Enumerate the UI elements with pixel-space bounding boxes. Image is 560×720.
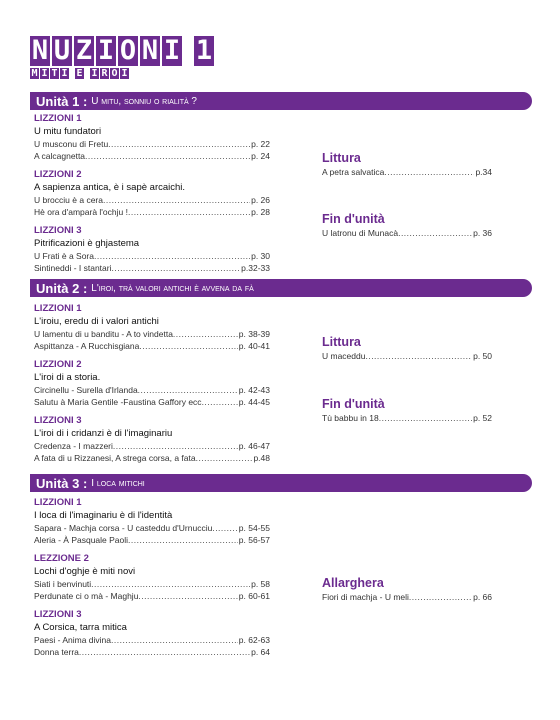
dot-leader <box>212 522 237 534</box>
unit-label: Unità 3 : <box>36 475 88 491</box>
dot-leader <box>138 384 238 396</box>
title-number: 1 <box>195 35 213 66</box>
dot-leader <box>398 227 472 239</box>
entry-text: Circinellu - Surella d'Irlanda <box>34 385 138 395</box>
lesson-tag: LIZZIONI 1 <box>34 303 82 314</box>
toc-entry[interactable] <box>34 646 270 658</box>
dot-leader <box>202 396 238 408</box>
dot-leader <box>196 452 253 464</box>
lesson-title: L'iroiu, eredu di i valori antichi <box>34 316 159 327</box>
lesson-title: Lochi d'oghje è miti novi <box>34 566 136 577</box>
page-number: p. 64 <box>251 647 270 657</box>
page-number: p. 30 <box>251 251 270 261</box>
page-number: p. 26 <box>251 195 270 205</box>
subtitle-letter: E <box>76 68 83 79</box>
title-letter: O <box>119 35 137 66</box>
unit-title: I loca mitichi <box>91 477 145 489</box>
dot-leader <box>85 150 250 162</box>
unit-2-bar <box>30 279 532 297</box>
lesson-tag: LIZZIONI 1 <box>34 113 82 124</box>
dot-leader <box>138 590 237 602</box>
unit-3-lesson-1 <box>34 497 270 546</box>
toc-entry[interactable] <box>322 591 492 603</box>
page-number: p. 42-43 <box>238 385 270 395</box>
unit-1-lesson-2 <box>34 169 270 218</box>
lesson-title: I loca di l'imaginariu è di l'identità <box>34 510 173 521</box>
toc-entry[interactable] <box>322 227 492 239</box>
toc-entry[interactable] <box>34 440 270 452</box>
toc-entry[interactable] <box>34 590 270 602</box>
unit-2-reading <box>322 334 492 362</box>
entry-text: A fata di u Rizzanesi, A strega corsa, a fata <box>34 453 196 463</box>
subtitle-letter: I <box>121 68 128 79</box>
page-number: p. 44-45 <box>238 397 270 407</box>
page-number: p.32-33 <box>241 263 270 273</box>
lesson-tag: LIZZIONI 3 <box>34 609 82 620</box>
unit-3-lesson-2 <box>34 553 270 602</box>
entry-text: Siati i benvinuti <box>34 579 92 589</box>
toc-entry[interactable] <box>34 452 270 464</box>
dot-leader <box>91 578 250 590</box>
entry-text: Aspittanza - A Rucchisgiana <box>34 341 140 351</box>
toc-entry[interactable] <box>34 578 270 590</box>
page-number: p. 58 <box>251 579 270 589</box>
page-number: p. 36 <box>473 228 492 238</box>
entry-text: U lamentu di u banditu - A to vindetta <box>34 329 173 339</box>
dot-leader <box>79 646 250 658</box>
subtitle-letter: I <box>91 68 98 79</box>
entry-text: U brocciu è a cera <box>34 195 103 205</box>
page-number: p. 66 <box>473 592 492 602</box>
unit-2-lesson-1 <box>34 303 270 352</box>
dot-leader <box>128 206 250 218</box>
book-subtitle <box>30 68 130 79</box>
section-heading: Littura <box>322 335 361 349</box>
unit-2-end <box>322 396 492 424</box>
lesson-tag: LIZZIONI 1 <box>34 497 82 508</box>
entry-text: U Frati è a Sora <box>34 251 94 261</box>
title-letter: N <box>141 35 159 66</box>
dot-leader <box>384 166 474 178</box>
toc-entry[interactable] <box>34 194 270 206</box>
page-number: p. 22 <box>251 139 270 149</box>
unit-2-lesson-3 <box>34 415 270 464</box>
subtitle-letter: R <box>101 68 108 79</box>
page-number: p. 28 <box>251 207 270 217</box>
unit-1-bar <box>30 92 532 110</box>
entry-text: Tù babbu in 18 <box>322 413 379 423</box>
dot-leader <box>103 194 250 206</box>
page-number: p. 24 <box>251 151 270 161</box>
entry-text: U maceddu <box>322 351 366 361</box>
lesson-title: L'iroi di a storia. <box>34 372 101 383</box>
entry-text: Sintineddi - I stantari <box>34 263 112 273</box>
unit-label: Unità 2 : <box>36 280 88 296</box>
entry-text: U latronu di Munacà <box>322 228 399 238</box>
subtitle-letter: I <box>41 68 48 79</box>
lesson-tag: LIZZIONI 3 <box>34 415 82 426</box>
toc-entry[interactable] <box>322 412 492 424</box>
unit-1-lesson-3 <box>34 225 270 274</box>
entry-text: Hè ora d'amparà l'ochju ! <box>34 207 128 217</box>
unit-3-extension <box>322 575 492 603</box>
section-heading: Fin d'unità <box>322 212 385 226</box>
lesson-tag: LEZZIONE 2 <box>34 553 89 564</box>
entry-text: Sapara - Machja corsa - U casteddu d'Urnucciu <box>34 523 213 533</box>
entry-text: Perdunate ci o mà - Maghju <box>34 591 139 601</box>
entry-text: U musconu di Fretu <box>34 139 109 149</box>
section-heading: Littura <box>322 151 361 165</box>
entry-text: Salutu à Maria Gentile -Faustina Gaffory ecc <box>34 397 202 407</box>
page-number: p. 46-47 <box>238 441 270 451</box>
entry-text: A calcagnetta <box>34 151 86 161</box>
unit-title: L'iroi, trà valori antichi è avvena da fà <box>91 282 254 294</box>
toc-entry[interactable] <box>322 350 492 362</box>
toc-entry[interactable] <box>34 534 270 546</box>
dot-leader <box>108 138 250 150</box>
lesson-tag: LIZZIONI 3 <box>34 225 82 236</box>
subtitle-letter: I <box>61 68 68 79</box>
unit-title: U mitu, sonniu o rialità ? <box>91 95 197 107</box>
toc-entry[interactable] <box>34 340 270 352</box>
section-heading: Fin d'unità <box>322 397 385 411</box>
dot-leader <box>365 350 472 362</box>
page-number: p.34 <box>475 167 492 177</box>
unit-1-reading <box>322 150 492 178</box>
dot-leader <box>379 412 472 424</box>
toc-entry[interactable] <box>34 328 270 340</box>
entry-text: Aleria - À Pasquale Paoli <box>34 535 129 545</box>
unit-3-bar <box>30 474 532 492</box>
dot-leader <box>113 440 238 452</box>
subtitle-letter: O <box>111 68 118 79</box>
page-number: p. 54-55 <box>238 523 270 533</box>
lesson-title: U mitu fundatori <box>34 126 102 137</box>
toc-entry[interactable] <box>34 250 270 262</box>
unit-2-lesson-2 <box>34 359 270 408</box>
toc-entry[interactable] <box>34 634 270 646</box>
page-number: p. 40-41 <box>238 341 270 351</box>
lesson-title: Pitrificazioni è ghjastema <box>34 238 140 249</box>
title-gap <box>184 36 192 66</box>
entry-text: A petra salvatica <box>322 167 385 177</box>
toc-entry[interactable] <box>34 138 270 150</box>
toc-entry[interactable] <box>34 522 270 534</box>
title-letter: N <box>31 35 49 66</box>
toc-entry[interactable] <box>34 206 270 218</box>
section-heading: Allarghera <box>322 576 384 590</box>
toc-entry[interactable] <box>34 396 270 408</box>
title-letter: I <box>163 35 181 66</box>
title-letter: I <box>97 35 115 66</box>
unit-1-end <box>322 211 492 239</box>
page-number: p. 60-61 <box>238 591 270 601</box>
lesson-title: A Corsica, tarra mitica <box>34 622 127 633</box>
page-number: p. 62-63 <box>238 635 270 645</box>
toc-entry[interactable] <box>34 262 270 274</box>
entry-text: Donna terra <box>34 647 79 657</box>
lesson-tag: LIZZIONI 2 <box>34 169 82 180</box>
book-title <box>30 36 216 66</box>
toc-entry[interactable] <box>34 384 270 396</box>
dot-leader <box>173 328 238 340</box>
entry-text: Credenza - I mazzeri <box>34 441 113 451</box>
lesson-title: A sapienza antica, è i sapè arcaichi. <box>34 182 186 193</box>
lesson-title: L'iroi di i cridanzi è di l'imaginariu <box>34 428 173 439</box>
dot-leader <box>111 634 238 646</box>
subtitle-gap <box>85 68 89 79</box>
page-number: p. 38-39 <box>238 329 270 339</box>
dot-leader <box>128 534 238 546</box>
subtitle-letter: M <box>31 68 38 79</box>
lesson-tag: LIZZIONI 2 <box>34 359 82 370</box>
dot-leader <box>409 591 472 603</box>
toc-entry[interactable] <box>322 166 492 178</box>
page-number: p. 50 <box>473 351 492 361</box>
dot-leader <box>139 340 237 352</box>
dot-leader <box>94 250 250 262</box>
toc-entry[interactable] <box>34 150 270 162</box>
subtitle-gap <box>70 68 74 79</box>
entry-text: Paesi - Anima divina <box>34 635 112 645</box>
entry-text: Fiori di machja - U meli <box>322 592 409 602</box>
unit-label: Unità 1 : <box>36 93 88 109</box>
page-number: p. 52 <box>473 413 492 423</box>
title-letter: Z <box>75 35 93 66</box>
title-letter: U <box>53 35 71 66</box>
subtitle-letter: T <box>51 68 58 79</box>
page-number: p.48 <box>253 453 270 463</box>
dot-leader <box>111 262 240 274</box>
unit-3-lesson-3 <box>34 609 270 658</box>
unit-1-lesson-1 <box>34 113 270 162</box>
page-number: p. 56-57 <box>238 535 270 545</box>
